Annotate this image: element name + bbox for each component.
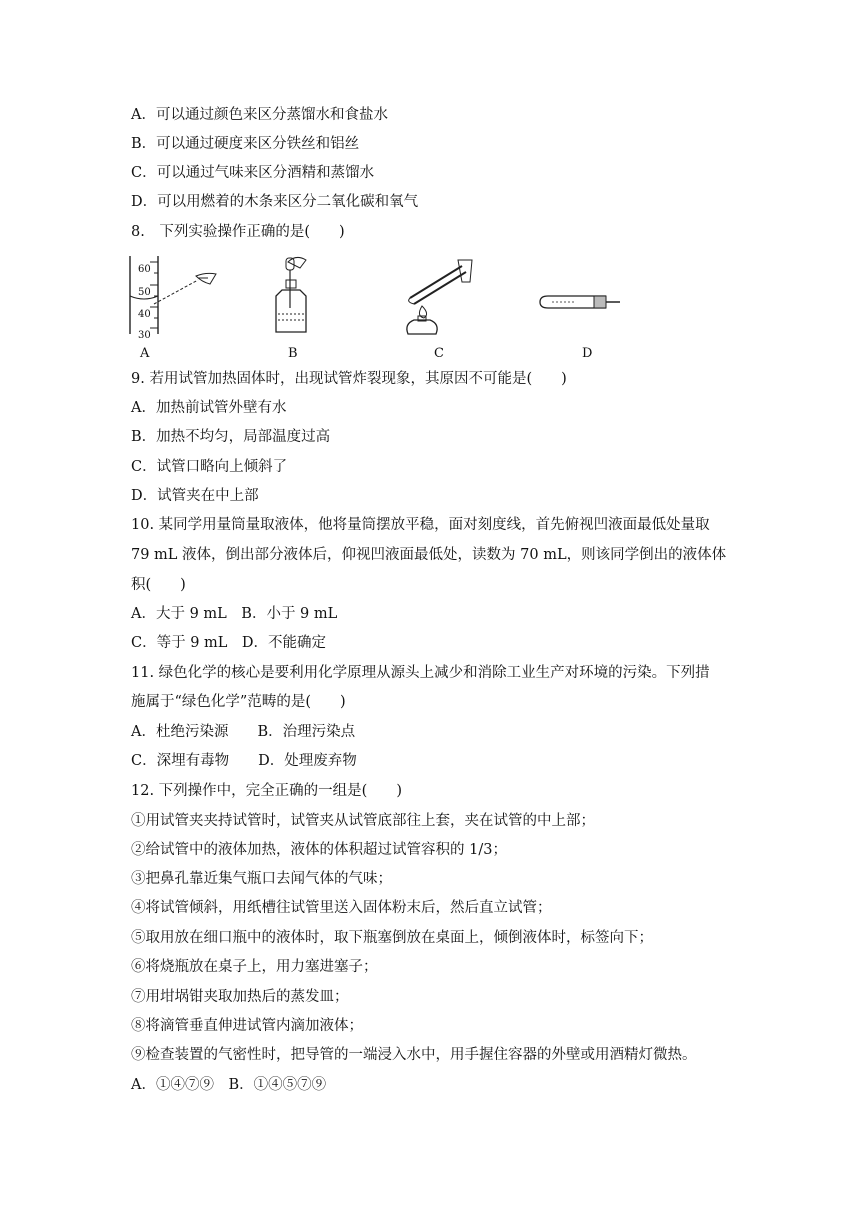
figure-label-b: B xyxy=(288,346,298,361)
q9-option-a: A．加热前试管外壁有水 xyxy=(131,400,287,416)
horizontal-test-tube-figure xyxy=(536,290,626,314)
figure-label-c: C xyxy=(434,346,444,361)
q8-figures xyxy=(126,252,646,362)
tick-60: 60 xyxy=(138,264,151,275)
figure-label-d: D xyxy=(582,346,593,361)
q11-stem-line-1: 11. 绿色化学的核心是要利用化学原理从源头上减少和消除工业生产对环境的污染。下列措 xyxy=(131,665,710,681)
q10-stem-line-3: 积( ) xyxy=(131,577,186,593)
q12-item-5: ⑤取用放在细口瓶中的液体时，取下瓶塞倒放在桌面上，倾倒液体时，标签向下； xyxy=(131,930,653,946)
q12-item-2: ②给试管中的液体加热，液体的体积超过试管容积的 1/3； xyxy=(131,842,507,858)
tick-30: 30 xyxy=(138,330,151,341)
figure-label-a: A xyxy=(140,346,150,361)
q7-option-b: B．可以通过硬度来区分铁丝和铝丝 xyxy=(131,136,360,152)
tick-40: 40 xyxy=(138,309,151,320)
q12-item-6: ⑥将烧瓶放在桌子上，用力塞进塞子； xyxy=(131,959,378,975)
q12-stem: 12. 下列操作中，完全正确的一组是( ) xyxy=(131,783,402,799)
q12-item-8: ⑧将滴管垂直伸进试管内滴加液体； xyxy=(131,1018,363,1034)
tick-50: 50 xyxy=(138,287,151,298)
q11-options-ab: A．杜绝污染源 B．治理污染点 xyxy=(131,724,356,740)
q10-stem-line-2: 79 mL 液体，倒出部分液体后，仰视凹液面最低处，读数为 70 mL，则该同学倒出的液体体 xyxy=(131,547,727,563)
q12-item-3: ③把鼻孔靠近集气瓶口去闻气体的气味； xyxy=(131,871,392,887)
test-tube-heating-figure xyxy=(400,252,480,336)
q12-item-4: ④将试管倾斜，用纸槽往试管里送入固体粉末后，然后直立试管； xyxy=(131,900,552,916)
dropper-bottle-figure xyxy=(272,252,332,336)
q10-stem-line-1: 10. 某同学用量筒量取液体，他将量筒摆放平稳，面对刻度线，首先俯视凹液面最低处量取 xyxy=(131,517,710,533)
q9-stem: 9. 若用试管加热固体时，出现试管炸裂现象，其原因不可能是( ) xyxy=(131,371,567,387)
q7-option-c: C．可以通过气味来区分酒精和蒸馏水 xyxy=(131,165,375,181)
q9-option-d: D．试管夹在中上部 xyxy=(131,488,259,504)
q10-options-cd: C．等于 9 mL D．不能确定 xyxy=(131,635,327,651)
q11-stem-line-2: 施属于“绿色化学”范畴的是( ) xyxy=(131,694,346,710)
q7-option-d: D．可以用燃着的木条来区分二氧化碳和氧气 xyxy=(131,194,419,210)
q12-item-9: ⑨检查装置的气密性时，把导管的一端浸入水中，用手握住容器的外壁或用酒精灯微热。 xyxy=(131,1047,697,1063)
q8-stem: 8. 下列实验操作正确的是( ) xyxy=(131,224,345,240)
q7-option-a: A．可以通过颜色来区分蒸馏水和食盐水 xyxy=(131,107,388,123)
q12-item-1: ①用试管夹夹持试管时，试管夹从试管底部往上套，夹在试管的中上部； xyxy=(131,813,595,829)
q9-option-c: C．试管口略向上倾斜了 xyxy=(131,459,288,475)
q12-item-7: ⑦用坩埚钳夹取加热后的蒸发皿； xyxy=(131,989,349,1005)
q11-options-cd: C．深埋有毒物 D．处理废弃物 xyxy=(131,753,357,769)
q12-options: A．①④⑦⑨ B．①④⑤⑦⑨ xyxy=(131,1077,327,1093)
q9-option-b: B．加热不均匀，局部温度过高 xyxy=(131,429,331,445)
q10-options-ab: A．大于 9 mL B．小于 9 mL xyxy=(131,606,338,622)
